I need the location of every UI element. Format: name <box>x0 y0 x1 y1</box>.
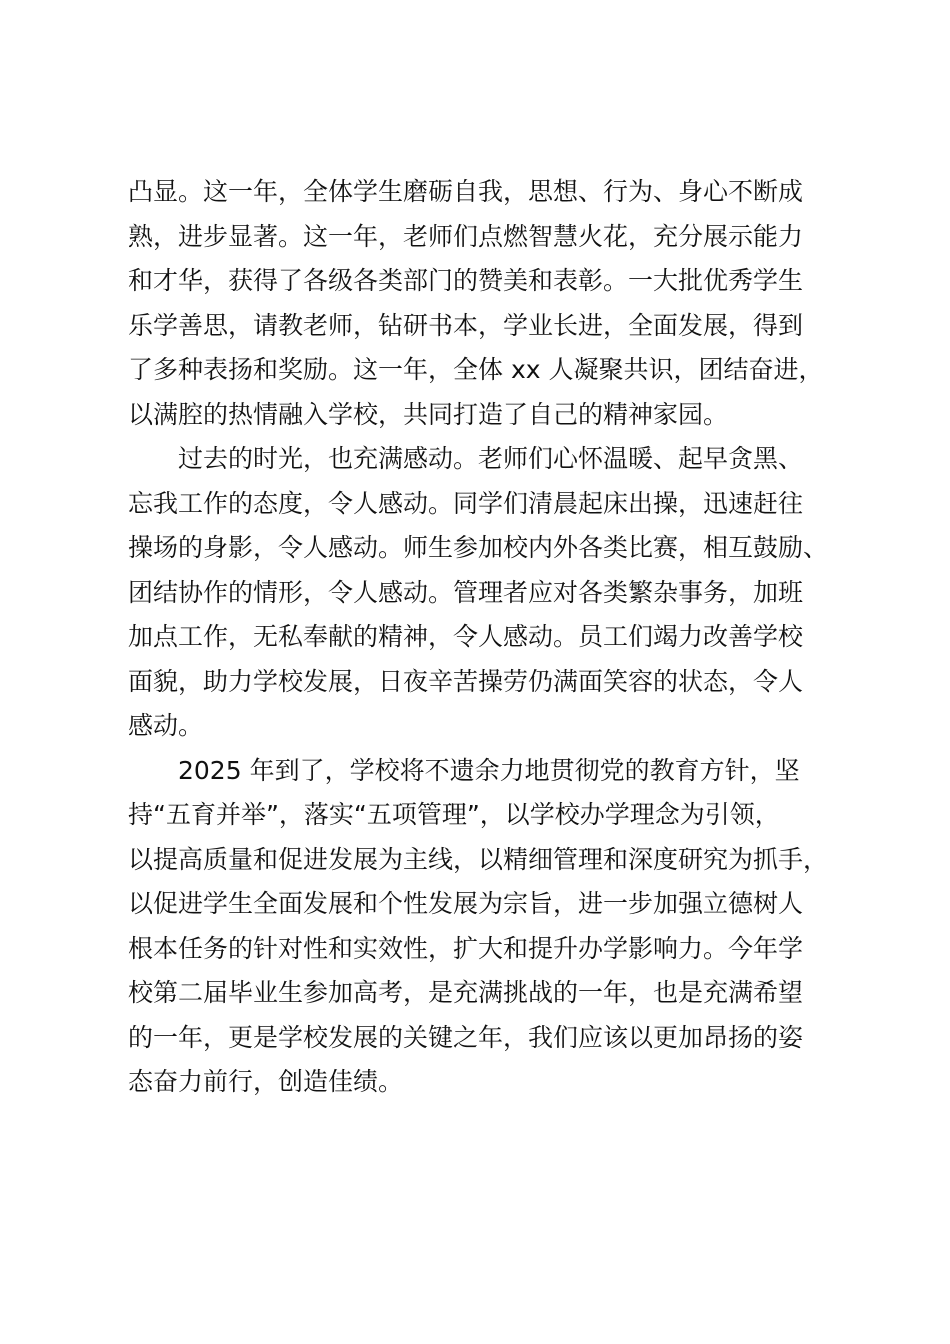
paragraph-line: 根本任务的针对性和实效性，扩大和提升办学影响力。今年学 <box>128 933 804 963</box>
paragraph-line: 校第二届毕业生参加高考，是充满挑战的一年，也是充满希望 <box>128 978 804 1007</box>
paragraph-first-line: 过去的时光，也充满感动。老师们心怀温暖、起早贪黑、 <box>178 444 804 473</box>
paragraph-line: 以促进学生全面发展和个性发展为宗旨，进一步加强立德树人 <box>128 889 804 918</box>
paragraph-line: 了多种表扬和奖励。这一年，全体 xx 人凝聚共识，团结奋进， <box>128 355 824 384</box>
paragraph-1 <box>128 170 838 437</box>
paragraph-line: 操场的身影，令人感动。师生参加校内外各类比赛，相互鼓励、 <box>128 533 829 562</box>
paragraph-line: 加点工作，无私奉献的精神，令人感动。员工们竭力改善学校 <box>128 622 804 651</box>
paragraph-line: 乐学善思，请教老师，钻研书本，学业长进，全面发展，得到 <box>128 310 804 340</box>
paragraph-first-line: 2025 年到了，学校将不遗余力地贯彻党的教育方针，坚 <box>178 755 800 785</box>
paragraph-line: 熟，进步显著。这一年，老师们点燃智慧火花，充分展示能力 <box>128 221 804 251</box>
paragraph-line: 持“五育并举”，落实“五项管理”，以学校办学理念为引领， <box>128 800 780 829</box>
paragraph-line: 以满腔的热情融入学校，共同打造了自己的精神家园。 <box>128 399 729 429</box>
paragraph-line: 面貌，助力学校发展，日夜辛苦操劳仍满面笑容的状态，令人 <box>128 666 804 696</box>
paragraph-line: 忘我工作的态度，令人感动。同学们清晨起床出操，迅速赶往 <box>128 488 804 518</box>
paragraph-line: 和才华，获得了各级各类部门的赞美和表彰。一大批优秀学生 <box>128 266 804 295</box>
paragraph-line: 的一年，更是学校发展的关键之年，我们应该以更加昂扬的姿 <box>128 1022 804 1052</box>
document-body <box>128 170 838 1105</box>
paragraph-line: 以提高质量和促进发展为主线，以精细管理和深度研究为抓手， <box>128 844 829 874</box>
paragraph-line: 态奋力前行，创造佳绩。 <box>128 1067 404 1096</box>
paragraph-line: 团结协作的情形，令人感动。管理者应对各类繁杂事务，加班 <box>128 577 804 607</box>
paragraph-3 <box>128 749 838 1105</box>
paragraph-line: 凸显。这一年，全体学生磨砺自我，思想、行为、身心不断成 <box>128 177 804 206</box>
paragraph-2 <box>128 437 838 749</box>
paragraph-line: 感动。 <box>128 711 204 740</box>
